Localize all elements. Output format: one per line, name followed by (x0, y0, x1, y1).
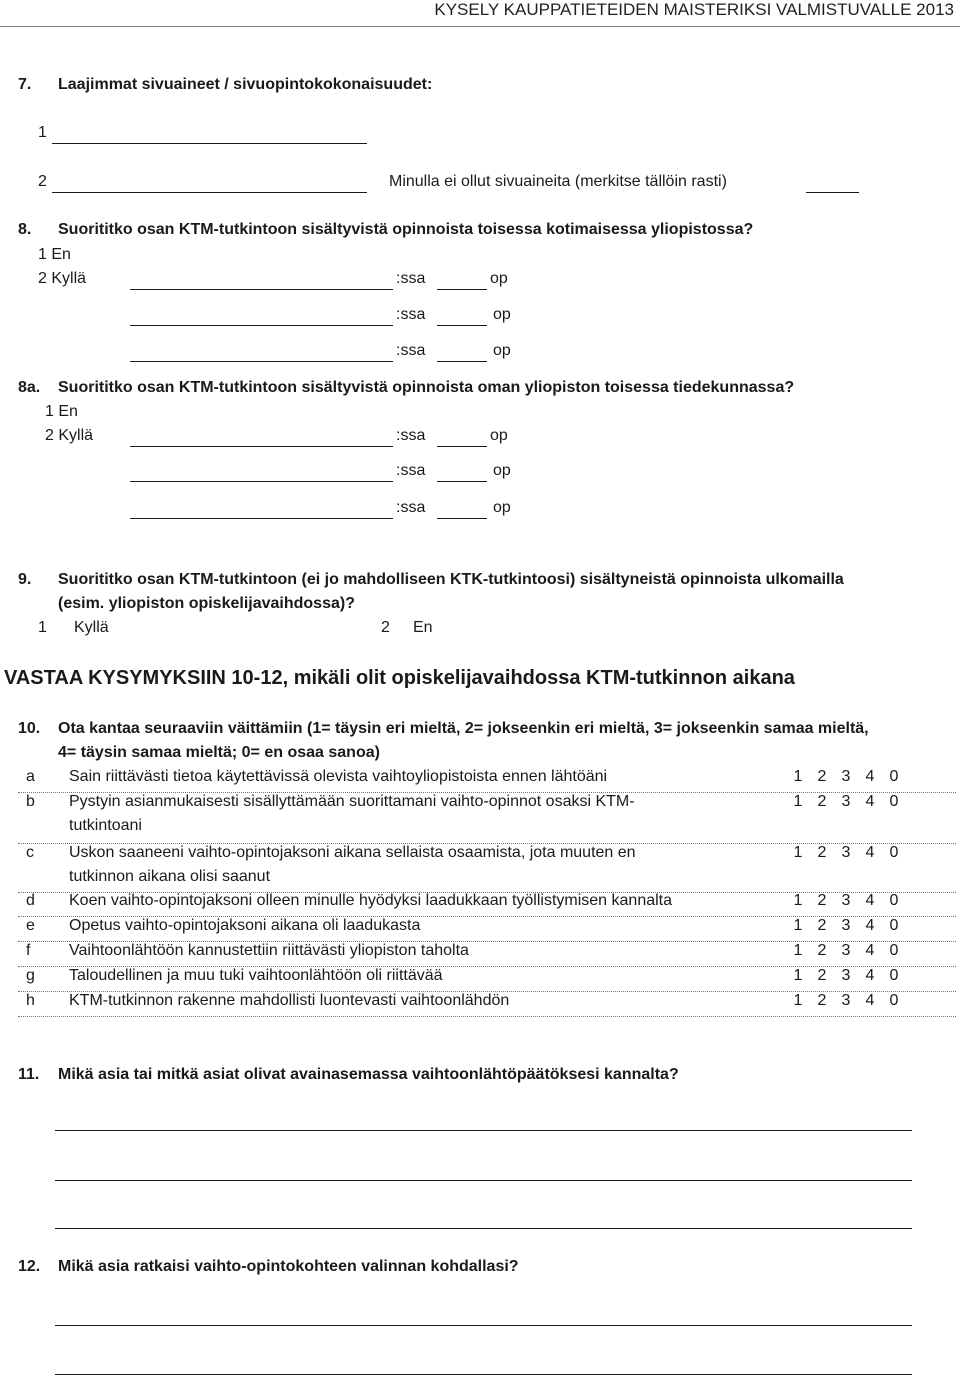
rating-option[interactable]: 2 (817, 942, 827, 959)
q8-ssa-2: :ssa (396, 306, 426, 323)
rating-scale (786, 768, 906, 786)
q9-option-yes-number[interactable]: 1 (38, 619, 47, 636)
rating-scale (786, 844, 906, 862)
q7-minor-2-field[interactable] (52, 192, 367, 193)
statement-letter: a (26, 768, 35, 785)
q9-option-no-label[interactable]: En (413, 619, 433, 636)
page-header: KYSELY KAUPPATIETEIDEN MAISTERIKSI VALMISTUVALLE 2013 (434, 0, 954, 19)
rating-scale (786, 917, 906, 935)
statement-text-continued: tutkinnon aikana olisi saanut (69, 868, 271, 885)
statement-text-continued: tutkintoani (69, 817, 142, 834)
rating-option[interactable]: 3 (841, 844, 851, 861)
statement-text: Koen vaihto-opintojaksoni olleen minulle hyödyksi laadukkaan työllistymisen kannalta (69, 892, 673, 909)
rating-option[interactable]: 2 (817, 967, 827, 984)
statement-text: Opetus vaihto-opintojaksoni aikana oli laadukasta (69, 917, 421, 934)
rating-option[interactable]: 4 (865, 768, 875, 785)
q8-option-no[interactable]: 1 En (38, 246, 71, 263)
statement-letter: d (26, 892, 35, 909)
q9-title-line1: Suorititko osan KTM-tutkintoon (ei jo mahdolliseen KTK-tutkintoosi) sisältyneistä opinnoista ulkomailla (58, 571, 844, 588)
rating-option[interactable]: 4 (865, 917, 875, 934)
rating-option[interactable]: 4 (865, 892, 875, 909)
q8-university-1-field[interactable] (130, 289, 393, 290)
rating-option[interactable]: 1 (793, 892, 803, 909)
rating-option[interactable]: 3 (841, 892, 851, 909)
rating-option[interactable]: 4 (865, 942, 875, 959)
q10-title-line2: 4= täysin samaa mieltä; 0= en osaa sanoa) (58, 744, 380, 761)
q8-title: Suorititko osan KTM-tutkintoon sisältyvistä opinnoista toisessa kotimaisessa yliopistossa? (58, 221, 754, 238)
q12-title: Mikä asia ratkaisi vaihto-opintokohteen valinnan kohdallasi? (58, 1258, 519, 1275)
q8a-option-no[interactable]: 1 En (45, 403, 78, 420)
statement-letter: e (26, 917, 35, 934)
rating-option[interactable]: 4 (865, 967, 875, 984)
rating-option[interactable]: 1 (793, 942, 803, 959)
statement-letter: c (26, 844, 34, 861)
rating-option[interactable]: 2 (817, 768, 827, 785)
q8-credits-1-field[interactable] (437, 289, 487, 290)
q8a-faculty-1-field[interactable] (130, 446, 393, 447)
rating-scale (786, 992, 906, 1010)
q7-title: Laajimmat sivuaineet / sivuopintokokonaisuudet: (58, 76, 433, 93)
rating-scale (786, 967, 906, 985)
q8-option-yes[interactable]: 2 Kyllä (38, 270, 87, 287)
rating-option[interactable]: 1 (793, 967, 803, 984)
section-heading: VASTAA KYSYMYKSIIN 10-12, mikäli olit opiskelijavaihdossa KTM-tutkinnon aikana (4, 667, 795, 689)
rating-option[interactable]: 3 (841, 768, 851, 785)
rating-option[interactable]: 0 (889, 942, 899, 959)
q11-number: 11. (18, 1066, 40, 1083)
rating-scale (786, 892, 906, 910)
q7-minor-1-field[interactable] (52, 143, 367, 144)
rating-option[interactable]: 3 (841, 992, 851, 1009)
q8a-op-1: op (490, 427, 508, 444)
q8-ssa-3: :ssa (396, 342, 426, 359)
q8a-credits-1-field[interactable] (437, 446, 487, 447)
rating-option[interactable]: 1 (793, 768, 803, 785)
q10-title-line1: Ota kantaa seuraaviin väittämiin (1= täysin eri mieltä, 2= jokseenkin eri mieltä, 3= jokseenkin samaa mieltä, (58, 720, 869, 737)
q9-option-yes-label[interactable]: Kyllä (74, 619, 109, 636)
rating-option[interactable]: 2 (817, 844, 827, 861)
q8a-ssa-3: :ssa (396, 499, 426, 516)
q8a-title: Suorititko osan KTM-tutkintoon sisältyvistä opinnoista oman yliopiston toisessa tiedekunnassa? (58, 379, 795, 396)
statement-text: Uskon saaneeni vaihto-opintojaksoni aikana sellaista osaamista, jota muuten en (69, 844, 636, 861)
q12-number: 12. (18, 1258, 41, 1275)
q8-ssa-1: :ssa (396, 270, 426, 287)
q8a-op-3: op (493, 499, 511, 516)
q8a-credits-2-field[interactable] (437, 481, 487, 482)
q7-number: 7. (18, 76, 32, 93)
rating-option[interactable]: 3 (841, 942, 851, 959)
q8a-faculty-3-field[interactable] (130, 518, 393, 519)
statement-text: KTM-tutkinnon rakenne mahdollisti luontevasti vaihtoonlähdön (69, 992, 510, 1009)
statement-letter: b (26, 793, 35, 810)
q9-option-no-number[interactable]: 2 (381, 619, 390, 636)
q8a-ssa-1: :ssa (396, 427, 426, 444)
rating-option[interactable]: 1 (793, 917, 803, 934)
rating-option[interactable]: 1 (793, 992, 803, 1009)
q10-number: 10. (18, 720, 41, 737)
statement-letter: f (26, 942, 31, 959)
q12-answer-line-2[interactable] (55, 1374, 912, 1375)
statement-text: Sain riittävästi tietoa käytettävissä olevista vaihtoyliopistoista ennen lähtöäni (69, 768, 608, 785)
q8-credits-2-field[interactable] (437, 325, 487, 326)
rating-option[interactable]: 3 (841, 967, 851, 984)
rating-option[interactable]: 0 (889, 992, 899, 1009)
rating-option[interactable]: 1 (793, 793, 803, 810)
rating-option[interactable]: 2 (817, 917, 827, 934)
rating-option[interactable]: 3 (841, 793, 851, 810)
q8-university-2-field[interactable] (130, 325, 393, 326)
rating-option[interactable]: 4 (865, 793, 875, 810)
q8a-faculty-2-field[interactable] (130, 481, 393, 482)
rating-option[interactable]: 0 (889, 967, 899, 984)
rating-option[interactable]: 3 (841, 917, 851, 934)
q8-number: 8. (18, 221, 32, 238)
rating-option[interactable]: 2 (817, 793, 827, 810)
q8a-ssa-2: :ssa (396, 462, 426, 479)
q8a-op-2: op (493, 462, 511, 479)
q8-op-1: op (490, 270, 508, 287)
q8-credits-3-field[interactable] (437, 361, 487, 362)
statement-letter: g (26, 967, 35, 984)
rating-option[interactable]: 1 (793, 844, 803, 861)
q11-title: Mikä asia tai mitkä asiat olivat avainasemassa vaihtoonlähtöpäätöksesi kannalta? (58, 1066, 679, 1083)
rating-option[interactable]: 4 (865, 992, 875, 1009)
q7-line2-label: 2 (38, 173, 47, 190)
q11-answer-line-2[interactable] (55, 1180, 912, 1181)
rating-scale (786, 942, 906, 960)
row-divider (18, 1016, 956, 1017)
q8a-credits-3-field[interactable] (437, 518, 487, 519)
q8-op-3: op (493, 342, 511, 359)
rating-option[interactable]: 0 (889, 793, 899, 810)
statement-text: Vaihtoonlähtöön kannustettiin riittävästi yliopiston taholta (69, 942, 469, 959)
statement-text: Pystyin asianmukaisesti sisällyttämään suorittamani vaihto-opinnot osaksi KTM- (69, 793, 635, 810)
q8-op-2: op (493, 306, 511, 323)
rating-option[interactable]: 2 (817, 992, 827, 1009)
rating-option[interactable]: 0 (889, 917, 899, 934)
q8a-number: 8a. (18, 379, 41, 396)
header-divider (0, 26, 960, 27)
q7-line1-label: 1 (38, 124, 47, 141)
rating-option[interactable]: 4 (865, 844, 875, 861)
rating-option[interactable]: 0 (889, 844, 899, 861)
q11-answer-line-3[interactable] (55, 1228, 912, 1229)
rating-option[interactable]: 0 (889, 768, 899, 785)
rating-option[interactable]: 2 (817, 892, 827, 909)
q11-answer-line-1[interactable] (55, 1130, 912, 1131)
rating-option[interactable]: 0 (889, 892, 899, 909)
q7-no-minor-checkbox[interactable] (806, 192, 859, 193)
statement-text: Taloudellinen ja muu tuki vaihtoonlähtöön oli riittävää (69, 967, 443, 984)
q8-university-3-field[interactable] (130, 361, 393, 362)
q9-title-line2: (esim. yliopiston opiskelijavaihdossa)? (58, 595, 355, 612)
q9-number: 9. (18, 571, 32, 588)
rating-scale (786, 793, 906, 811)
q7-no-minor-label: Minulla ei ollut sivuaineita (merkitse tällöin rasti) (389, 173, 727, 190)
q8a-option-yes[interactable]: 2 Kyllä (45, 427, 94, 444)
q12-answer-line-1[interactable] (55, 1325, 912, 1326)
statement-letter: h (26, 992, 35, 1009)
